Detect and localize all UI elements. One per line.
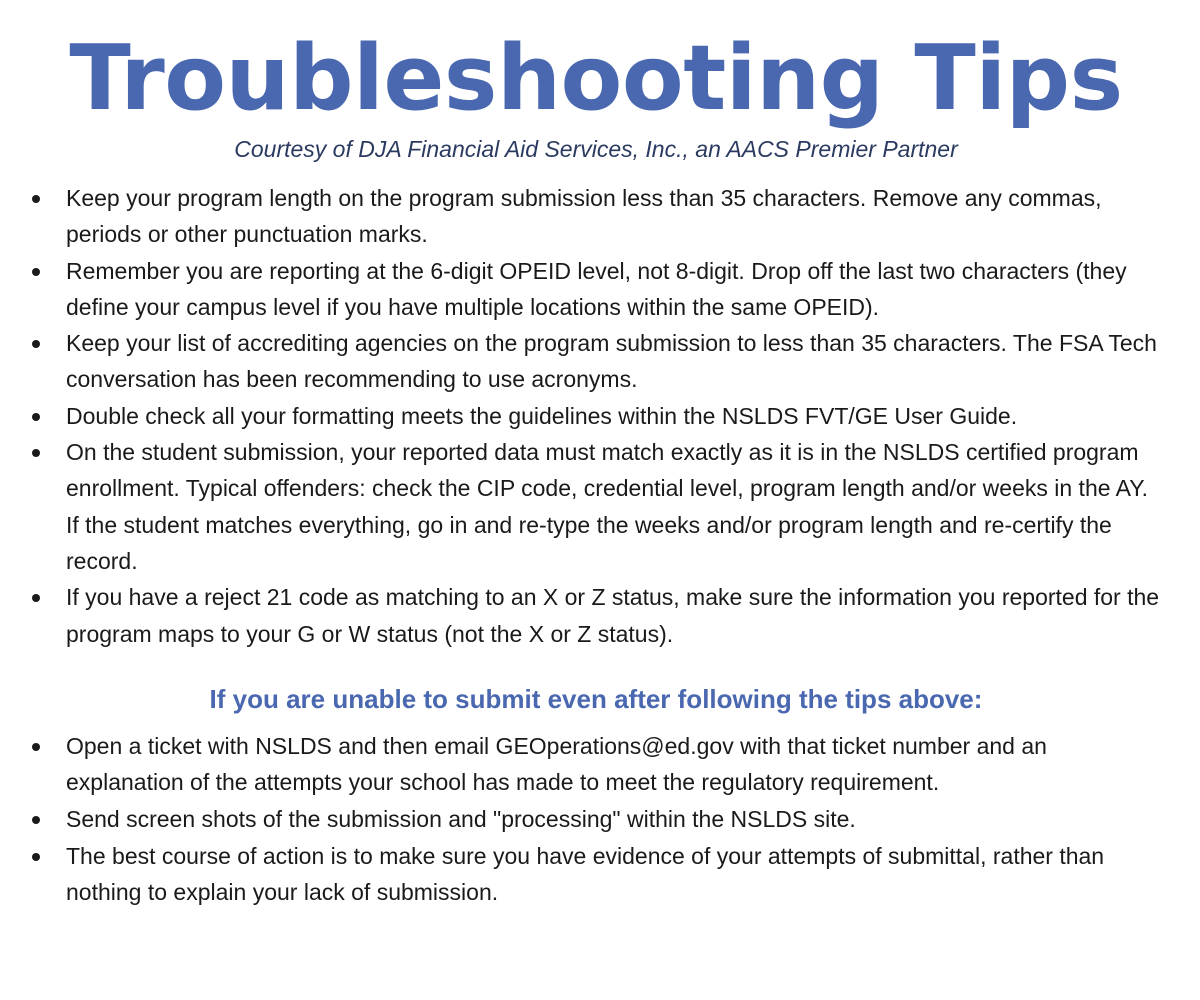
page-title: Troubleshooting Tips [69, 26, 1123, 131]
followup-text: Open a ticket with NSLDS and then email GEOperations@ed.gov with that ticket number and an explanation of the attempts your school has made to meet the regulatory requirement. [66, 732, 1047, 796]
section-heading: If you are unable to submit even after following the tips above: [209, 683, 983, 714]
followup-list [26, 728, 1166, 911]
bullet-icon [32, 743, 40, 751]
tips-list [26, 180, 1166, 652]
bullet-icon [32, 195, 40, 203]
list-item [26, 325, 1166, 398]
bullet-icon [32, 413, 40, 421]
tip-text: On the student submission, your reported data must match exactly as it is in the NSLDS certified program enrollment. Typical offenders: check the CIP code, credential level, program length and/or weeks in the AY. If the student matches everything, go in and re-type the weeks and/or program length and re-certify the record. [66, 439, 1149, 574]
bullet-icon [32, 816, 40, 824]
list-item [26, 180, 1166, 253]
list-item [26, 253, 1166, 326]
bullet-icon [32, 268, 40, 276]
tip-text: Keep your list of accrediting agencies on the program submission to less than 35 characters. The FSA Tech conversation has been recommending to use acronyms. [66, 330, 1157, 393]
list-item [26, 434, 1166, 579]
list-item [26, 579, 1166, 652]
tip-text: Double check all your formatting meets the guidelines within the NSLDS FVT/GE User Guide. [66, 402, 1018, 429]
bullet-icon [32, 340, 40, 348]
list-item [26, 838, 1166, 911]
bullet-icon [32, 594, 40, 602]
tip-text: Remember you are reporting at the 6-digit OPEID level, not 8-digit. Drop off the last two characters (they define your campus level if you have multiple locations within the same OPEID). [66, 257, 1127, 320]
followup-text: Send screen shots of the submission and "processing" within the NSLDS site. [66, 806, 856, 833]
tip-text: Keep your program length on the program submission less than 35 characters. Remove any commas, periods or other punctuation marks. [66, 185, 1102, 248]
bullet-icon [32, 853, 40, 861]
list-item [26, 801, 1166, 838]
list-item [26, 398, 1166, 434]
tip-text: If you have a reject 21 code as matching to an X or Z status, make sure the information you reported for the program maps to your G or W status (not the X or Z status). [66, 584, 1160, 647]
bullet-icon [32, 449, 40, 457]
followup-text: The best course of action is to make sure you have evidence of your attempts of submittal, rather than nothing to explain your lack of submission. [66, 842, 1105, 906]
list-item [26, 728, 1166, 801]
page-subtitle: Courtesy of DJA Financial Aid Services, Inc., an AACS Premier Partner [234, 136, 958, 162]
